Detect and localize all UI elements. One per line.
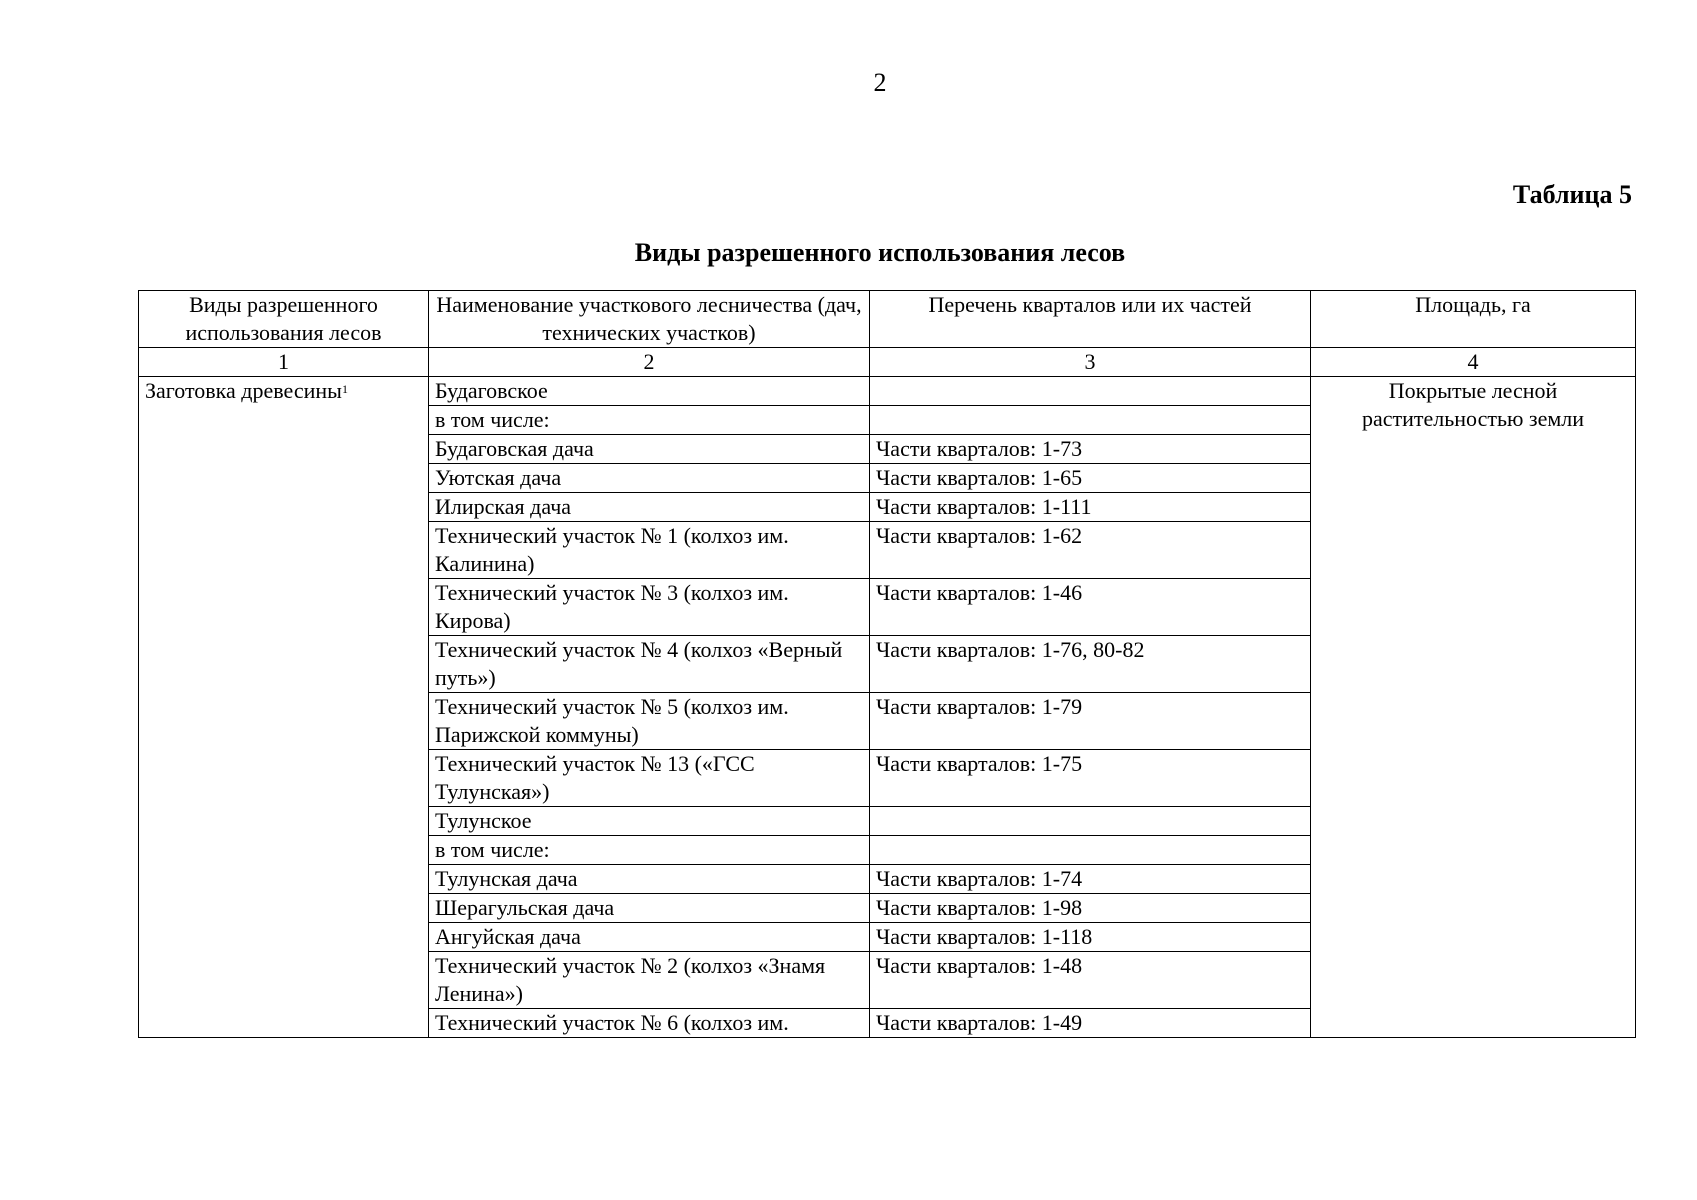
forestry-name-cell: Шерагульская дача xyxy=(429,894,870,923)
forestry-name-cell: Илирская дача xyxy=(429,493,870,522)
table-header-row xyxy=(139,291,1636,348)
quarters-cell: Части кварталов: 1-49 xyxy=(870,1009,1311,1038)
column-number: 1 xyxy=(139,348,429,377)
use-type-cell xyxy=(139,377,429,1038)
forestry-name-cell: Технический участок № 5 (колхоз им. Парижской коммуны) xyxy=(429,693,870,750)
forestry-name-cell: Технический участок № 1 (колхоз им. Калинина) xyxy=(429,522,870,579)
quarters-cell: Части кварталов: 1-46 xyxy=(870,579,1311,636)
forestry-name-cell: Технический участок № 13 («ГСС Тулунская») xyxy=(429,750,870,807)
forestry-name-cell: Технический участок № 4 (колхоз «Верный путь») xyxy=(429,636,870,693)
forestry-name-cell: Тулунское xyxy=(429,807,870,836)
column-header: Наименование участкового лесничества (дач, технических участков) xyxy=(429,291,870,348)
quarters-cell: Части кварталов: 1-62 xyxy=(870,522,1311,579)
forestry-name-cell: Технический участок № 2 (колхоз «Знамя Ленина») xyxy=(429,952,870,1009)
quarters-cell xyxy=(870,406,1311,435)
forest-use-table xyxy=(138,290,1636,1038)
quarters-cell xyxy=(870,807,1311,836)
quarters-cell: Части кварталов: 1-76, 80-82 xyxy=(870,636,1311,693)
forestry-name-cell: Тулунская дача xyxy=(429,865,870,894)
column-number: 4 xyxy=(1311,348,1636,377)
table-label: Таблица 5 xyxy=(1512,180,1632,209)
column-number-row xyxy=(139,348,1636,377)
forestry-name-cell: в том числе: xyxy=(429,836,870,865)
quarters-cell: Части кварталов: 1-75 xyxy=(870,750,1311,807)
quarters-cell: Части кварталов: 1-98 xyxy=(870,894,1311,923)
quarters-cell: Части кварталов: 1-73 xyxy=(870,435,1311,464)
column-header: Виды разрешенного использования лесов xyxy=(139,291,429,348)
footnote-marker: 1 xyxy=(341,382,348,396)
quarters-cell xyxy=(870,377,1311,406)
quarters-cell: Части кварталов: 1-111 xyxy=(870,493,1311,522)
quarters-cell: Части кварталов: 1-65 xyxy=(870,464,1311,493)
forestry-name-cell: Ангуйская дача xyxy=(429,923,870,952)
forestry-name-cell: Технический участок № 6 (колхоз им. xyxy=(429,1009,870,1038)
area-cell: Покрытые лесной растительностью земли xyxy=(1311,377,1636,1038)
forestry-name-cell: Технический участок № 3 (колхоз им. Кирова) xyxy=(429,579,870,636)
quarters-cell: Части кварталов: 1-79 xyxy=(870,693,1311,750)
forestry-name-cell: Будаговское xyxy=(429,377,870,406)
column-number: 3 xyxy=(870,348,1311,377)
quarters-cell: Части кварталов: 1-48 xyxy=(870,952,1311,1009)
use-type-text: Заготовка древесины xyxy=(145,378,342,403)
column-number: 2 xyxy=(429,348,870,377)
quarters-cell xyxy=(870,836,1311,865)
forestry-name-cell: в том числе: xyxy=(429,406,870,435)
column-header: Перечень кварталов или их частей xyxy=(870,291,1311,348)
quarters-cell: Части кварталов: 1-74 xyxy=(870,865,1311,894)
table-row xyxy=(139,377,1636,406)
forestry-name-cell: Уютская дача xyxy=(429,464,870,493)
quarters-cell: Части кварталов: 1-118 xyxy=(870,923,1311,952)
forestry-name-cell: Будаговская дача xyxy=(429,435,870,464)
page-number: 2 xyxy=(873,68,887,97)
page-title: Виды разрешенного использования лесов xyxy=(634,238,1126,267)
column-header: Площадь, га xyxy=(1311,291,1636,348)
